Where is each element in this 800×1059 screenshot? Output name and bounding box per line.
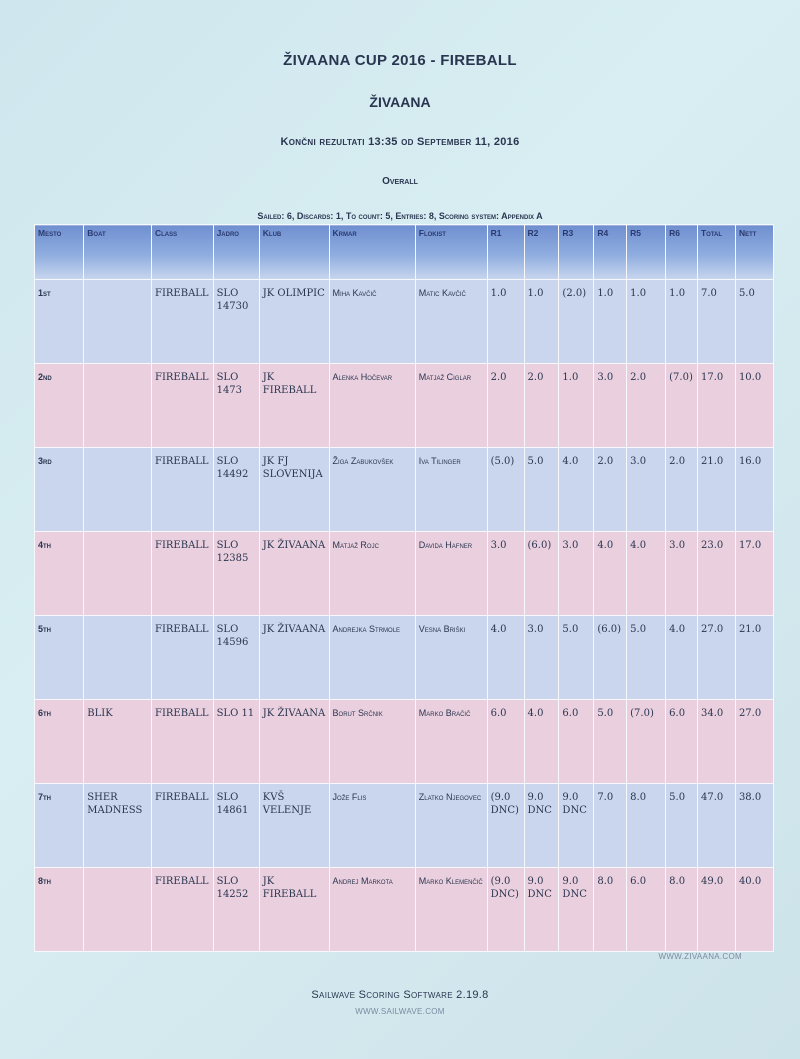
cell-total: 27.0 bbox=[697, 616, 735, 700]
table-row bbox=[35, 364, 774, 448]
cell-r5: 5.0 bbox=[627, 616, 666, 700]
cell-r4: 1.0 bbox=[594, 280, 627, 364]
cell-krmar: Andrej Markota bbox=[329, 868, 415, 952]
cell-boat bbox=[84, 280, 152, 364]
cell-nett: 16.0 bbox=[735, 448, 773, 532]
cell-r5: 2.0 bbox=[627, 364, 666, 448]
cell-r6: 2.0 bbox=[666, 448, 698, 532]
cell-r6: 8.0 bbox=[666, 868, 698, 952]
cell-r4: 5.0 bbox=[594, 700, 627, 784]
cell-mesto: 5th bbox=[35, 616, 84, 700]
cell-mesto: 1st bbox=[35, 280, 84, 364]
cell-klub: JK FIREBALL bbox=[259, 364, 329, 448]
cell-klub: JK ŽIVAANA bbox=[259, 616, 329, 700]
cell-mesto: 2nd bbox=[35, 364, 84, 448]
cell-r1: 4.0 bbox=[487, 616, 524, 700]
cell-jadro: SLO 14861 bbox=[213, 784, 259, 868]
cell-jadro: SLO 14252 bbox=[213, 868, 259, 952]
cell-boat bbox=[84, 364, 152, 448]
cell-klub: KVŠ VELENJE bbox=[259, 784, 329, 868]
header-row bbox=[35, 225, 774, 280]
cell-total: 23.0 bbox=[697, 532, 735, 616]
cell-r2: 4.0 bbox=[524, 700, 559, 784]
cell-total: 17.0 bbox=[697, 364, 735, 448]
col-header-flokist: Flokist bbox=[415, 225, 487, 280]
cell-nett: 17.0 bbox=[735, 532, 773, 616]
table-row bbox=[35, 280, 774, 364]
cell-r4: 2.0 bbox=[594, 448, 627, 532]
cell-boat bbox=[84, 532, 152, 616]
cell-krmar: Borut Srčnik bbox=[329, 700, 415, 784]
cell-r1: 6.0 bbox=[487, 700, 524, 784]
cell-r1: 2.0 bbox=[487, 364, 524, 448]
col-header-r6: R6 bbox=[666, 225, 698, 280]
cell-krmar: Alenka Hočevar bbox=[329, 364, 415, 448]
cell-r2: 3.0 bbox=[524, 616, 559, 700]
cell-r5: 6.0 bbox=[627, 868, 666, 952]
cell-flokist: Vesna Briški bbox=[415, 616, 487, 700]
cell-r5: 3.0 bbox=[627, 448, 666, 532]
cell-klub: JK OLIMPIC bbox=[259, 280, 329, 364]
cell-flokist: Marko Klemenčič bbox=[415, 868, 487, 952]
results-table bbox=[34, 224, 774, 952]
cell-flokist: Matic Kavčič bbox=[415, 280, 487, 364]
cell-r3: 3.0 bbox=[559, 532, 594, 616]
cell-klub: JK FJ SLOVENIJA bbox=[259, 448, 329, 532]
cell-r3: 6.0 bbox=[559, 700, 594, 784]
cell-r6: 6.0 bbox=[666, 700, 698, 784]
cell-jadro: SLO 11 bbox=[213, 700, 259, 784]
cell-r2: 5.0 bbox=[524, 448, 559, 532]
cell-r2: 9.0 DNC bbox=[524, 784, 559, 868]
cell-jadro: SLO 14730 bbox=[213, 280, 259, 364]
col-header-krmar: Krmar bbox=[329, 225, 415, 280]
cell-r5: 1.0 bbox=[627, 280, 666, 364]
cell-r2: 9.0 DNC bbox=[524, 868, 559, 952]
cell-nett: 27.0 bbox=[735, 700, 773, 784]
results-subtitle: Končni rezultati 13:35 od September 11, 2016 bbox=[280, 136, 520, 148]
cell-r4: 8.0 bbox=[594, 868, 627, 952]
cell-klub: JK ŽIVAANA bbox=[259, 532, 329, 616]
table-row bbox=[35, 700, 774, 784]
cell-total: 21.0 bbox=[697, 448, 735, 532]
cell-nett: 38.0 bbox=[735, 784, 773, 868]
cell-mesto: 8th bbox=[35, 868, 84, 952]
cell-jadro: SLO 14596 bbox=[213, 616, 259, 700]
cell-boat bbox=[84, 448, 152, 532]
cell-klub: JK ŽIVAANA bbox=[259, 700, 329, 784]
cell-r3: 9.0 DNC bbox=[559, 784, 594, 868]
website-link[interactable]: WWW.ZIVAANA.COM bbox=[658, 952, 742, 961]
cell-r6: 1.0 bbox=[666, 280, 698, 364]
cell-r5: 4.0 bbox=[627, 532, 666, 616]
cell-total: 49.0 bbox=[697, 868, 735, 952]
table-row bbox=[35, 784, 774, 868]
cell-r2: (6.0) bbox=[524, 532, 559, 616]
col-header-r5: R5 bbox=[627, 225, 666, 280]
cell-r2: 1.0 bbox=[524, 280, 559, 364]
cell-r1: 3.0 bbox=[487, 532, 524, 616]
cell-class: FIREBALL bbox=[152, 532, 214, 616]
cell-flokist: Zlatko Njegovec bbox=[415, 784, 487, 868]
cell-r4: 7.0 bbox=[594, 784, 627, 868]
cell-class: FIREBALL bbox=[152, 280, 214, 364]
cell-r6: 4.0 bbox=[666, 616, 698, 700]
col-header-r1: R1 bbox=[487, 225, 524, 280]
cell-krmar: Matjaž Rojc bbox=[329, 532, 415, 616]
series-meta: Sailed: 6, Discards: 1, To count: 5, Entries: 8, Scoring system: Appendix A bbox=[257, 211, 543, 221]
cell-r3: 5.0 bbox=[559, 616, 594, 700]
cell-mesto: 7th bbox=[35, 784, 84, 868]
col-header-klub: Klub bbox=[259, 225, 329, 280]
software-credit: Sailwave Scoring Software 2.19.8 bbox=[311, 989, 489, 1001]
cell-jadro: SLO 12385 bbox=[213, 532, 259, 616]
cell-r3: 1.0 bbox=[559, 364, 594, 448]
cell-total: 47.0 bbox=[697, 784, 735, 868]
cell-class: FIREBALL bbox=[152, 448, 214, 532]
cell-jadro: SLO 14492 bbox=[213, 448, 259, 532]
cell-boat: BLIK bbox=[84, 700, 152, 784]
cell-r4: (6.0) bbox=[594, 616, 627, 700]
cell-flokist: Iva Tilinger bbox=[415, 448, 487, 532]
cell-mesto: 3rd bbox=[35, 448, 84, 532]
cell-flokist: Davida Hafner bbox=[415, 532, 487, 616]
cell-r1: (9.0 DNC) bbox=[487, 784, 524, 868]
cell-class: FIREBALL bbox=[152, 616, 214, 700]
col-header-nett: Nett bbox=[735, 225, 773, 280]
cell-boat bbox=[84, 616, 152, 700]
cell-klub: JK FIREBALL bbox=[259, 868, 329, 952]
cell-r2: 2.0 bbox=[524, 364, 559, 448]
table-row bbox=[35, 868, 774, 952]
col-header-r3: R3 bbox=[559, 225, 594, 280]
software-link[interactable]: WWW.SAILWAVE.COM bbox=[355, 1007, 445, 1016]
cell-flokist: Matjaž Ciglar bbox=[415, 364, 487, 448]
cell-r4: 4.0 bbox=[594, 532, 627, 616]
cell-r3: 9.0 DNC bbox=[559, 868, 594, 952]
cell-r6: 5.0 bbox=[666, 784, 698, 868]
cell-r3: (2.0) bbox=[559, 280, 594, 364]
cell-r6: (7.0) bbox=[666, 364, 698, 448]
cell-boat bbox=[84, 868, 152, 952]
cell-r3: 4.0 bbox=[559, 448, 594, 532]
table-row bbox=[35, 448, 774, 532]
cell-r5: (7.0) bbox=[627, 700, 666, 784]
group-title: Overall bbox=[382, 176, 418, 187]
table-row bbox=[35, 532, 774, 616]
venue-title: ŽIVAANA bbox=[369, 94, 431, 110]
cell-flokist: Marko Bračič bbox=[415, 700, 487, 784]
cell-krmar: Jože Flis bbox=[329, 784, 415, 868]
cell-krmar: Žiga Zabukovšek bbox=[329, 448, 415, 532]
col-header-r4: R4 bbox=[594, 225, 627, 280]
cell-nett: 21.0 bbox=[735, 616, 773, 700]
table-row bbox=[35, 616, 774, 700]
cell-class: FIREBALL bbox=[152, 784, 214, 868]
cell-class: FIREBALL bbox=[152, 364, 214, 448]
cell-r6: 3.0 bbox=[666, 532, 698, 616]
cell-r5: 8.0 bbox=[627, 784, 666, 868]
cell-total: 34.0 bbox=[697, 700, 735, 784]
cell-r4: 3.0 bbox=[594, 364, 627, 448]
col-header-boat: Boat bbox=[84, 225, 152, 280]
cell-nett: 10.0 bbox=[735, 364, 773, 448]
col-header-r2: R2 bbox=[524, 225, 559, 280]
cell-total: 7.0 bbox=[697, 280, 735, 364]
cell-class: FIREBALL bbox=[152, 868, 214, 952]
col-header-jadro: Jadro bbox=[213, 225, 259, 280]
cell-mesto: 6th bbox=[35, 700, 84, 784]
cell-jadro: SLO 1473 bbox=[213, 364, 259, 448]
cell-krmar: Andrejka Strmole bbox=[329, 616, 415, 700]
col-header-total: Total bbox=[697, 225, 735, 280]
cell-nett: 5.0 bbox=[735, 280, 773, 364]
cell-r1: (9.0 DNC) bbox=[487, 868, 524, 952]
col-header-mesto: Mesto bbox=[35, 225, 84, 280]
cell-nett: 40.0 bbox=[735, 868, 773, 952]
cell-krmar: Miha Kavčič bbox=[329, 280, 415, 364]
cell-r1: 1.0 bbox=[487, 280, 524, 364]
page-title: ŽIVAANA CUP 2016 - FIREBALL bbox=[283, 52, 517, 69]
cell-mesto: 4th bbox=[35, 532, 84, 616]
col-header-class: Class bbox=[152, 225, 214, 280]
cell-boat: SHER MADNESS bbox=[84, 784, 152, 868]
cell-r1: (5.0) bbox=[487, 448, 524, 532]
cell-class: FIREBALL bbox=[152, 700, 214, 784]
